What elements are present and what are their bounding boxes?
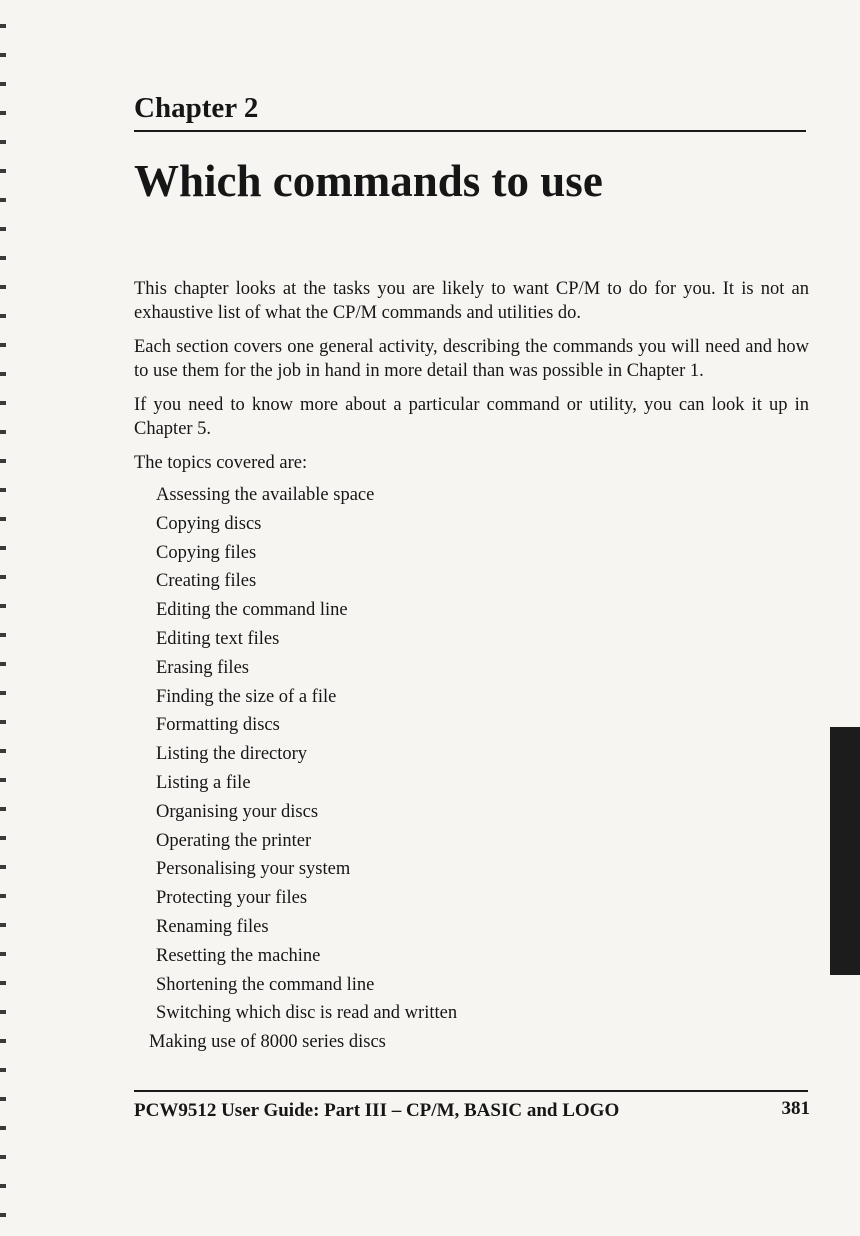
topic-item: Protecting your files: [156, 888, 308, 909]
topic-item: Listing a file: [156, 772, 251, 793]
section-description-paragraph: Each section covers one general activity, describing the commands you will need and how to use them for the job in hand in more detail than was possible in Chapter 1.: [134, 337, 809, 381]
topic-item: Resetting the machine: [156, 945, 321, 966]
topics-intro: The topics covered are:: [134, 453, 308, 473]
footer-title: PCW9512 User Guide: Part III – CP/M, BASIC and LOGO: [134, 1100, 620, 1121]
binding-edge: [0, 0, 6, 1236]
topic-item: Formatting discs: [156, 715, 280, 736]
topic-item: Renaming files: [156, 916, 269, 937]
topic-item: Editing the command line: [156, 600, 348, 621]
intro-paragraph: This chapter looks at the tasks you are likely to want CP/M to do for you. It is not an exhaustive list of what the CP/M commands and utilities do.: [134, 279, 809, 323]
topic-item: Personalising your system: [156, 859, 351, 880]
topic-item: Copying files: [156, 542, 257, 563]
chapter-thumb-tab: [830, 727, 860, 975]
topic-item: Finding the size of a file: [156, 686, 337, 707]
topic-item: Assessing the available space: [156, 485, 375, 505]
page-title: Which commands to use: [134, 156, 603, 206]
topic-item: Operating the printer: [156, 830, 312, 851]
topic-item: Erasing files: [156, 657, 249, 678]
chapter-label: Chapter 2: [134, 92, 259, 124]
lookup-paragraph: If you need to know more about a particular command or utility, you can look it up in Chapter 5.: [134, 395, 809, 439]
topic-item: Copying discs: [156, 513, 262, 534]
footer-rule: [134, 1090, 808, 1092]
topic-item: Shortening the command line: [156, 974, 375, 995]
topic-item: Editing text files: [156, 628, 280, 649]
topic-item: Organising your discs: [156, 801, 319, 822]
topic-item: Switching which disc is read and written: [156, 1003, 458, 1024]
page-number: 381: [781, 1098, 810, 1119]
body-text: [134, 277, 809, 1057]
topic-item: Listing the directory: [156, 744, 308, 765]
topic-list: [134, 481, 809, 1057]
topic-item: Creating files: [156, 571, 257, 592]
topic-item: Making use of 8000 series discs: [149, 1032, 386, 1053]
header-rule: [134, 130, 806, 132]
